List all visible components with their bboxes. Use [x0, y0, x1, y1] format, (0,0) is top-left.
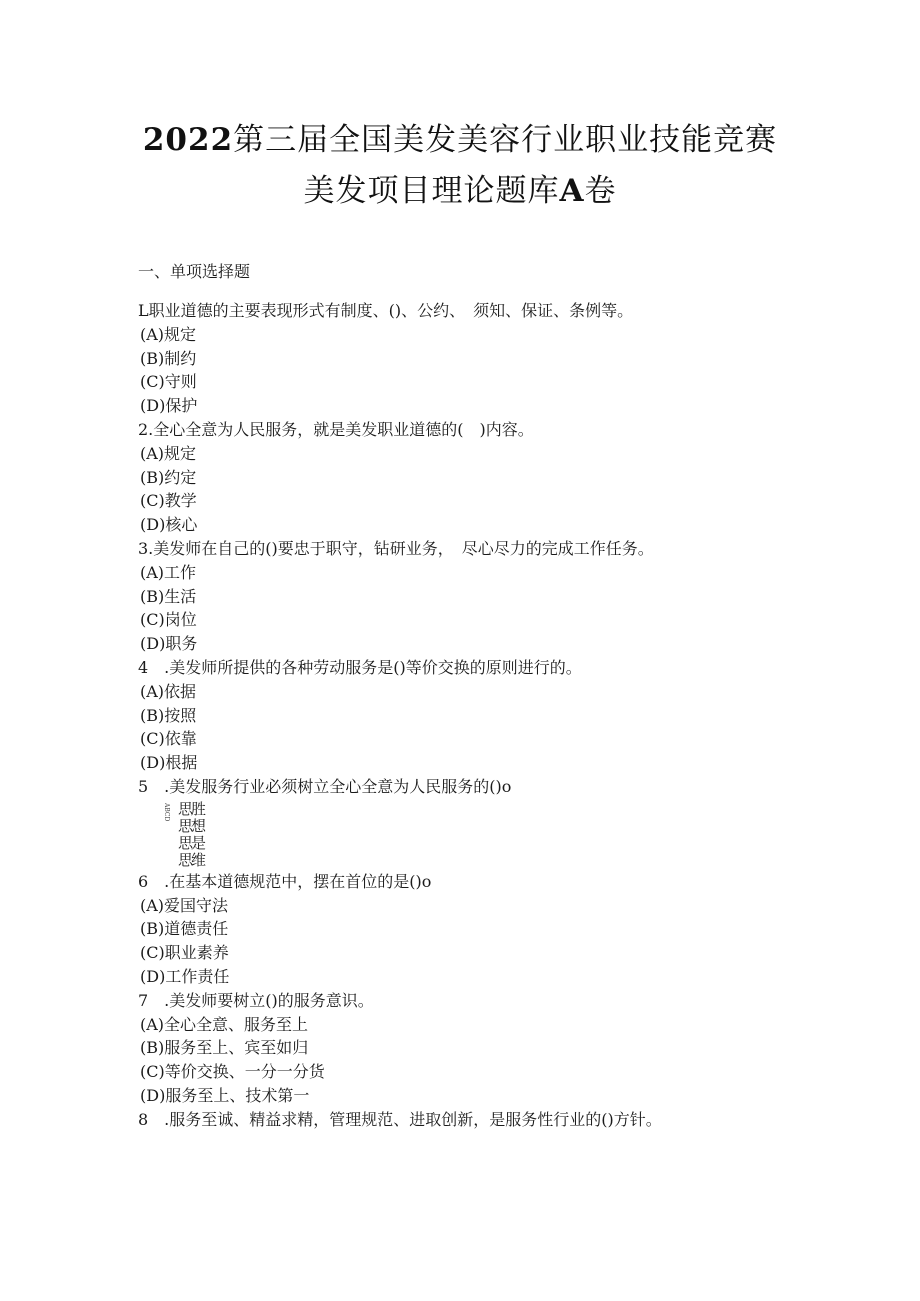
option-c: (C)等价交换、一分一分货 [140, 1062, 325, 1082]
question-stem: L职业道德的主要表现形式有制度、()、公约、 须知、保证、条例等。 [138, 301, 634, 320]
option-c: (C)守则 [140, 372, 197, 392]
question-stem: 6 .在基本道德规范中，摆在首位的是()o [138, 871, 432, 891]
garbled-line: 思想 [178, 816, 205, 835]
section-heading: 一、单项选择题 [138, 262, 251, 281]
question-1 [138, 299, 778, 418]
option-d: (D)职务 [140, 634, 198, 654]
title-paper-letter: A [559, 173, 585, 209]
option-d: (D)核心 [140, 515, 198, 535]
option-c: (C)依靠 [140, 729, 197, 749]
garbled-option-glyphs [178, 801, 204, 869]
option-b: (B)约定 [140, 467, 197, 487]
option-c: (C)岗位 [140, 610, 197, 630]
question-stem: 3.美发师在自己的()要忠于职守，钻研业务， 尽心尽力的完成工作任务。 [138, 538, 654, 558]
garbled-options-block [158, 799, 778, 870]
garbled-line: 思胜 [178, 799, 205, 818]
option-c: (C)教学 [140, 491, 197, 511]
question-list [138, 299, 778, 1132]
option-a: (A)工作 [140, 562, 197, 582]
question-6 [138, 870, 778, 989]
option-b: (B)按照 [140, 705, 197, 725]
garbled-line: 思是 [178, 833, 205, 852]
option-b: (B)制约 [140, 348, 197, 368]
document-title-line-1 [0, 114, 920, 159]
question-7 [138, 989, 778, 1108]
title-competition-name: 第三届全国美发美容行业职业技能竞赛 [233, 122, 778, 158]
question-stem: 5 .美发服务行业必须树立全心全意为人民服务的()o [138, 776, 512, 796]
option-b: (B)道德责任 [140, 919, 229, 939]
option-d: (D)根据 [140, 753, 198, 773]
title-paper-suffix: 卷 [584, 173, 617, 209]
question-4 [138, 656, 778, 775]
option-b: (B)服务至上、宾至如归 [140, 1038, 309, 1058]
option-a: (A)依据 [140, 681, 197, 701]
option-a: (A)爱国守法 [140, 895, 229, 915]
question-stem: 2.全心全意为人民服务，就是美发职业道德的( )内容。 [138, 419, 534, 439]
option-a: (A)规定 [140, 324, 197, 344]
option-c: (C)职业素养 [140, 943, 229, 963]
garbled-option-marks: ABCD [163, 802, 170, 821]
question-5 [138, 775, 778, 870]
garbled-line: 思维 [178, 850, 205, 869]
document-title-line-2 [0, 165, 920, 210]
question-8 [138, 1108, 778, 1132]
question-3 [138, 537, 778, 656]
question-stem: 8 .服务至诚、精益求精，管理规范、进取创新，是服务性行业的()方针。 [138, 1109, 662, 1129]
option-a: (A)规定 [140, 443, 197, 463]
option-a: (A)全心全意、服务至上 [140, 1014, 309, 1034]
option-d: (D)服务至上、技术第一 [140, 1085, 310, 1105]
title-subject: 美发项目理论题库 [303, 173, 560, 209]
question-stem: 7 .美发师要树立()的服务意识。 [138, 990, 374, 1010]
question-stem: 4 .美发师所提供的各种劳动服务是()等价交换的原则进行的。 [138, 657, 582, 677]
option-d: (D)工作责任 [140, 966, 230, 986]
question-2 [138, 418, 778, 537]
option-d: (D)保护 [140, 396, 198, 416]
option-b: (B)生活 [140, 586, 197, 606]
title-year: 2022 [142, 122, 234, 158]
